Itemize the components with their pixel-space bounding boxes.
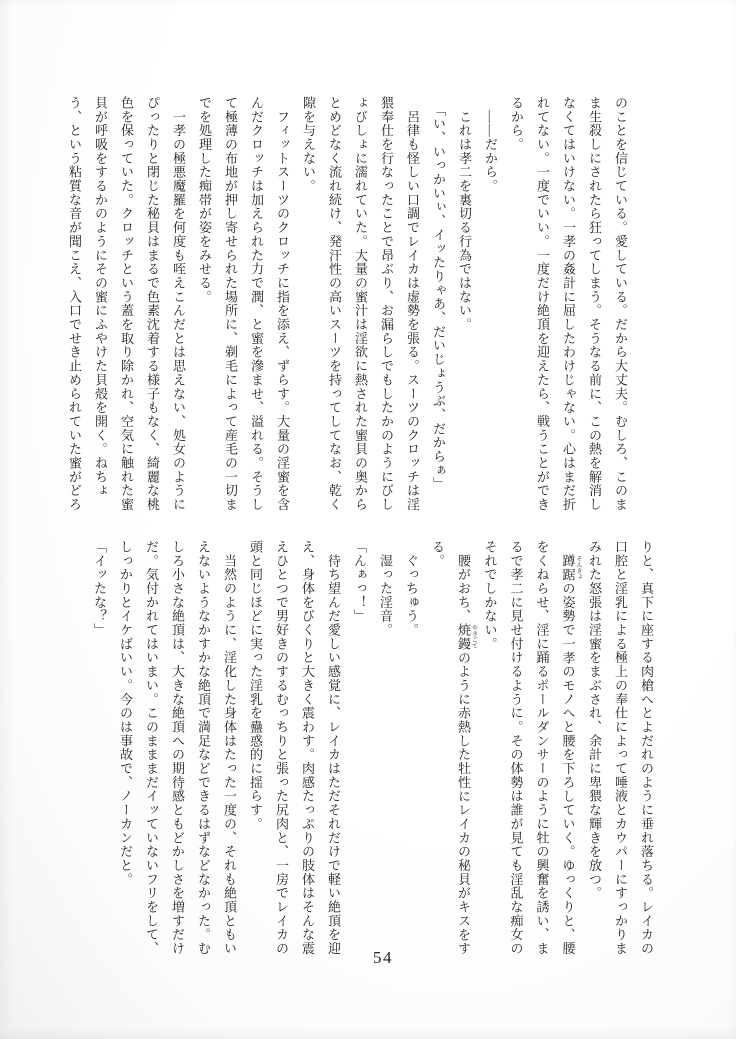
text-column: 呂律も怪しい口調でレイカは虚勢を張る。スーツのクロッチは淫 [405,96,420,512]
text-column: 猥奉仕を行なったことで昂ぶり、お漏らしでもしたかのようにびし [379,96,394,512]
text-column: 湿った淫音。 [378,540,393,637]
text-column: ――だから。 [483,96,498,193]
text-column: とめどなく流れ続け、発汗性の高いスーツを持ってしてなお、乾く [327,96,342,512]
text-block-bottom [86,540,659,961]
text-column: をくねらせ、淫に踊るポールダンサーのように牡の興奮を誘い、ま [534,540,550,956]
text-column: なくてはいけない。一孝の姦計に屈したわけじゃない。心はまだ折 [561,96,576,512]
text-column: れてない。一度でいい。一度だけ絶頂を迎えたら、戦うことができ [535,96,550,512]
page-number: 54 [373,948,393,967]
text-column: 貝が呼吸をするかのようにその蜜にふやけた貝殻を開く。ねちょ [93,96,108,498]
text-column: 一孝の極悪魔羅を何度も咥えこんだとは思えない、処女のように [171,96,186,512]
text-column: ぴったりと閉じた秘貝はまるで色素沈着する様子もなく、綺麗な桃 [145,96,160,512]
text-column: のことを信じている。愛している。だから大丈夫。むしろ、このま [613,96,628,512]
text-column: 待ち望んだ愛しい感覚に、レイカはただそれだけで軽い絶頂を迎 [326,540,341,956]
text-column: フィットスーツのクロッチに指を添え、ずらす。大量の淫蜜を含 [275,96,290,512]
text-column: しろ小さな絶頂は、大きな絶頂への期待感ともどかしさを増すだけ [170,540,185,956]
text-column: て極薄の布地が押し寄せられた場所に、剃毛によって産毛の一切ま [223,96,238,512]
text-column: 「い、いっかいぃ、イッたりゃあ、だいじょうぶ、だからぁ」 [431,96,446,492]
text-column: んだクロッチは加えられた力で潤、と蜜を滲ませ、溢れる。そうし [249,96,264,512]
text-column: みれた怒張は淫蜜をまぶされ、余計に卑猥な輝きを放つ。 [587,540,602,901]
text-block-top [61,96,633,517]
text-column: 隙を与えない。 [301,96,316,193]
text-column: それでしかない。 [482,540,498,651]
text-column: え、身体をびくりと大きく震わす。肉感たっぷりの肢体はそんな震 [300,540,315,956]
text-column: えないようなかすかな絶頂で満足などできるはずなどなかった。む [196,540,211,956]
text-column: しっかりとイケばいい。今のは事故で、ノーカンだと。 [118,540,133,887]
text-column: 当然のように、淫化した身体はたった一度の、それも絶頂ともい [222,540,237,956]
text-column: でを処理した痴帯が姿をみせる。 [197,96,212,304]
text-column: ぐっちゅう。 [404,540,419,637]
text-column: 「んぁっ！」 [352,540,367,624]
text-column: 色を保っていた。クロッチという蓋を取り除かれ、空気に触れた蜜 [119,96,134,512]
text-column: る。 [430,540,445,568]
text-column: りと、真下に座する肉槍へとよだれのように垂れ落ちる。レイカの [639,540,654,956]
text-column: 蹲踞 そんきょの姿勢で一孝のモノへと腰を下ろしていく。ゆっくりと、腰 [560,553,581,956]
text-column: えひとつで男好きのするむっちりと張った尻肉と、一房でレイカの [274,540,289,956]
text-column: だ。気付かれてはいまい。このまままだイッていないフリをして、 [144,540,159,956]
text-column: 口腔と淫乳による極上の奉仕によって唾液とカウパーにすっかりま [613,540,628,956]
text-column: 頭と同じほどに実った淫乳を蠱惑的に揺らす。 [248,540,263,831]
text-column: るから。 [509,96,524,152]
text-column: 腰がおち、焼鏝 やきごてのように赤熱した牡性にレイカの秘貝がキスをす [456,540,477,956]
furigana-ruby: 蹲踞 そんきょ [560,553,581,582]
text-column: るで孝二に見せ付けるように。その体勢は誰が見ても淫乱な痴女の [508,540,524,956]
text-column: ま生殺しにされたら狂ってしまう。そうなる前に、この熱を解消し [587,96,602,512]
text-column: う、という粘質な音が聞こえ、入口でせき止められていた蜜がどろ [67,96,82,512]
furigana-ruby: 焼鏝 やきごて [456,623,477,651]
text-column: ょびしょに濡れていた。大量の蜜汁は淫欲に熱された蜜貝の奥から [353,96,368,512]
text-column: 「イッたな？」 [92,540,107,637]
text-column: これは孝二を裏切る行為ではない。 [457,96,472,332]
